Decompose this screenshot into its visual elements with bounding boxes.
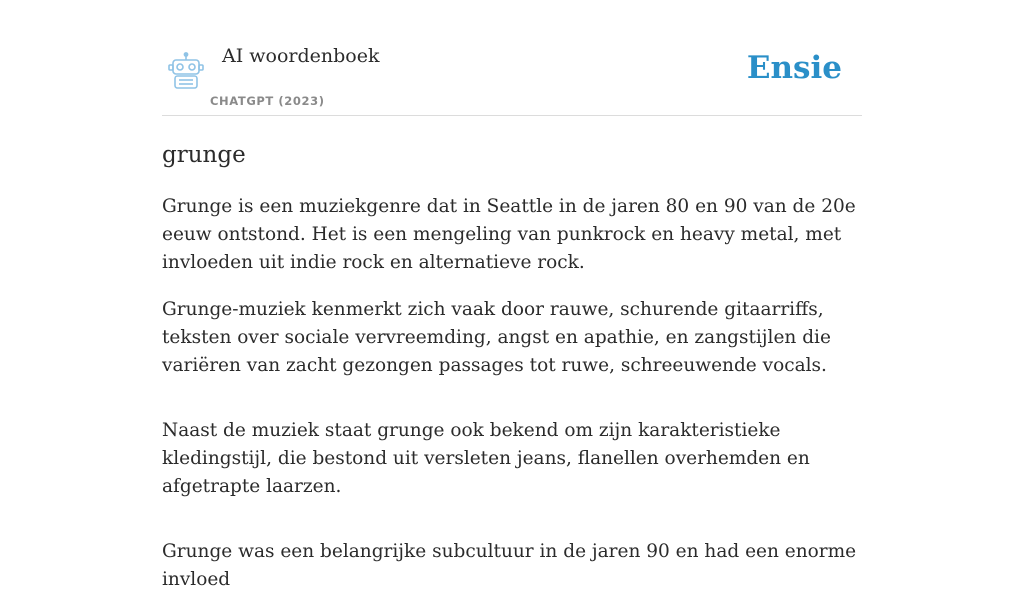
dictionary-name[interactable]: AI woordenboek xyxy=(222,45,380,67)
definition-paragraph: Grunge was een belangrijke subcultuur in de jaren 90 en had een enorme invloed xyxy=(162,541,857,590)
entry-definition xyxy=(162,193,862,594)
definition-paragraph: Grunge is een muziekgenre dat in Seattle in de jaren 80 en 90 van de 20e eeuw ontstond. Het is een mengeling van punkrock en heavy metal, met invloeden uit indie rock en alternatieve rock. xyxy=(162,196,856,273)
robot-icon xyxy=(166,52,206,90)
entry-term: grunge xyxy=(162,142,246,168)
page-container xyxy=(162,0,862,613)
dictionary-header xyxy=(162,0,862,116)
definition-paragraph: Naast de muziek staat grunge ook bekend om zijn karakteristieke kledingstijl, die bestond uit versleten jeans, flanellen overhemden en afgetrapte laarzen. xyxy=(162,420,810,497)
definition-paragraph: Grunge-muziek kenmerkt zich vaak door rauwe, schurende gitaarriffs, teksten over sociale vervreemding, angst en apathie, en zangstijlen die variëren van zacht gezongen passages tot ruwe, schreeuwende vocals. xyxy=(162,299,831,376)
ensie-logo[interactable]: Ensie xyxy=(746,50,842,86)
source-label: CHATGPT (2023) xyxy=(210,94,325,108)
